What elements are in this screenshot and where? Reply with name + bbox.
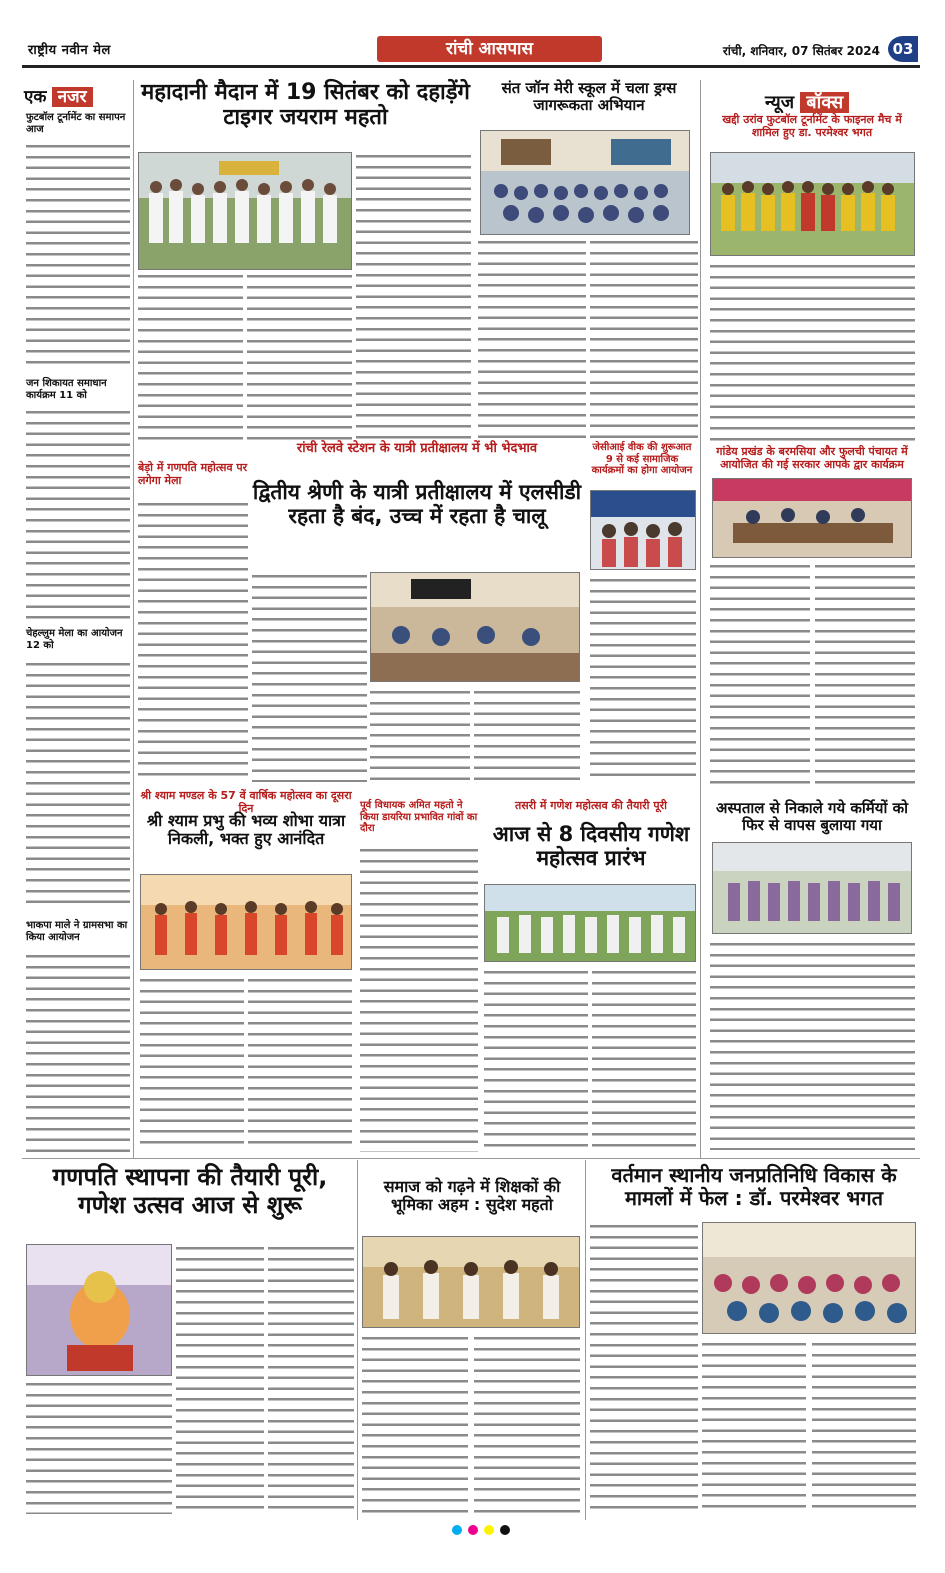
ganesh8-body (484, 968, 588, 1152)
waiting-hall-photo (370, 572, 580, 682)
bhagat-headline: वर्तमान स्थानीय जनप्रतिनिधि विकास के मामलों में फेल : डॉ. परमेश्वर भगत (611, 1163, 897, 1210)
row-divider (22, 1158, 920, 1159)
group-photo-icon (591, 491, 696, 570)
color-registration-bar (22, 1525, 920, 1535)
lead-photo (138, 152, 352, 270)
brief-heading: चेहल्लुम मेला का आयोजन 12 को (26, 628, 123, 651)
section-title: रांची आसपास (377, 36, 602, 62)
jci-headline: जेसीआई वीक की शुरूआत 9 से कई सामाजिक कार्यक्रमों का होगा आयोजन (591, 442, 693, 476)
newsbox-body (710, 262, 915, 442)
railway-body (370, 688, 470, 782)
hospital-photo (712, 842, 912, 934)
ganpati-body (176, 1244, 264, 1514)
news-box-label (765, 90, 849, 114)
lead-headline: महादानी मैदान में 19 सितंबर को दहाड़ेंगे टाइगर जयराम महतो (141, 80, 470, 131)
jci-body (590, 576, 696, 782)
shyam-kicker: श्री श्याम मण्डल के 57 वें वार्षिक महोत्सव का दूसरा दिन (140, 789, 352, 815)
ganesh8-photo (484, 884, 696, 962)
gathering-photo-icon (703, 1223, 916, 1334)
shyam-headline: श्री श्याम प्रभु की भव्य शोभा यात्रा निकली, भक्त हुए आनंदित (146, 811, 346, 849)
ganpati-body (26, 1380, 172, 1514)
brief-heading: फुटबॉल टूर्नामेंट का समापन आज (26, 112, 126, 135)
stjohn-headline: संत जॉन मेरी स्कूल में चला ड्रग्स जागरूकता अभियान (501, 79, 677, 115)
newsbox-headline: खद्दी उरांव फुटबॉल टूर्नामेंट के फाइनल मैच में शामिल हुए डा. परमेश्वर भगत (722, 113, 902, 139)
bhagat-photo (702, 1222, 916, 1334)
shyam-body (248, 976, 352, 1152)
team-photo-icon (711, 153, 915, 256)
teachers-photo (362, 1236, 580, 1328)
column-divider (700, 80, 701, 1158)
diarrhea-body (360, 846, 478, 1152)
classroom-photo-icon (481, 131, 690, 235)
brief-heading: जन शिकायत समाधान कार्यक्रम 11 को (26, 378, 107, 401)
ganesh8-kicker: तसरी में गणेश महोत्सव की तैयारी पूरी (515, 799, 667, 812)
bero-headline: बेड़ो में गणपति महोत्सव पर लगेगा मेला (138, 461, 248, 487)
railway-body (252, 572, 367, 782)
ek-nazar-label (24, 84, 132, 108)
bhagat-body (590, 1222, 698, 1514)
ganpati-body (268, 1244, 354, 1514)
dateline: रांची, शनिवार, 07 सितंबर 2024 (722, 44, 880, 58)
lead-body (138, 272, 243, 440)
ek-nazar-word-a: एक (24, 87, 47, 107)
waiting-room-photo-icon (371, 573, 580, 682)
jci-photo (590, 490, 696, 570)
news-box-word-a: न्यूज (765, 92, 795, 113)
railway-headline: द्वितीय श्रेणी के यात्री प्रतीक्षालय में एलसीडी रहता है बंद, उच्च में रहता है चालू (252, 480, 582, 529)
hospital-body (710, 940, 915, 1150)
brief-body (26, 142, 130, 372)
gandey-body (710, 562, 810, 792)
lead-body (247, 272, 352, 440)
crowd-photo-icon (139, 153, 352, 270)
teachers-body (474, 1334, 580, 1514)
teachers-body (362, 1334, 468, 1514)
brief-body (26, 660, 130, 910)
ganesh8-body (592, 968, 696, 1152)
railway-body (474, 688, 580, 782)
gandey-headline: गांडेय प्रखंड के बरमसिया और फुलची पंचायत में आयोजित की गई सरकार आपके द्वार कार्यक्रम (716, 445, 908, 471)
procession-photo-icon (141, 875, 352, 970)
stjohn-photo (480, 130, 690, 235)
gandey-body (815, 562, 915, 792)
ganesh8-headline: आज से 8 दिवसीय गणेश महोत्सव प्रारंभ (492, 822, 690, 871)
ceremony-photo-icon (363, 1237, 580, 1328)
diarrhea-headline: पूर्व विधायक अमित महतो ने किया डायरिया प्रभावित गांवों का दौरा (360, 800, 478, 834)
stjohn-body (478, 238, 586, 438)
railway-kicker: रांची रेलवे स्टेशन के यात्री प्रतीक्षालय में भी भेदभाव (296, 441, 538, 456)
page-header (22, 34, 920, 68)
hospital-headline: अस्पताल से निकाले गये कर्मियों को फिर से वापस बुलाया गया (716, 799, 908, 835)
football-photo (710, 152, 915, 256)
brief-body (26, 952, 130, 1152)
brief-body (26, 408, 130, 623)
page-number: 03 (888, 36, 918, 62)
paper-name: राष्ट्रीय नवीन मेल (28, 43, 111, 58)
brief-heading: भाकपा माले ने ग्रामसभा का किया आयोजन (26, 920, 128, 943)
lead-body (356, 152, 471, 440)
bero-body (138, 500, 248, 782)
meeting-photo-icon (713, 479, 912, 558)
shyam-body (140, 976, 244, 1152)
column-divider (585, 1160, 586, 1520)
shyam-photo (140, 874, 352, 970)
bhagat-body (702, 1340, 806, 1514)
ek-nazar-word-b: नजर (52, 87, 93, 107)
bhagat-body (812, 1340, 916, 1514)
teachers-headline: समाज को गढ़ने में शिक्षकों की भूमिका अहम : सुदेश महतो (383, 1177, 561, 1215)
ganpati-headline: गणपति स्थापना की तैयारी पूरी, गणेश उत्सव आज से शुरू (52, 1163, 328, 1219)
news-box-word-b: बॉक्स (800, 92, 849, 113)
stjohn-body (590, 238, 698, 438)
idol-photo-icon (27, 1245, 172, 1376)
column-divider (357, 1160, 358, 1520)
staff-photo-icon (713, 843, 912, 934)
column-divider (133, 80, 134, 1158)
ganpati-photo (26, 1244, 172, 1376)
gandey-photo (712, 478, 912, 558)
committee-photo-icon (485, 885, 696, 962)
